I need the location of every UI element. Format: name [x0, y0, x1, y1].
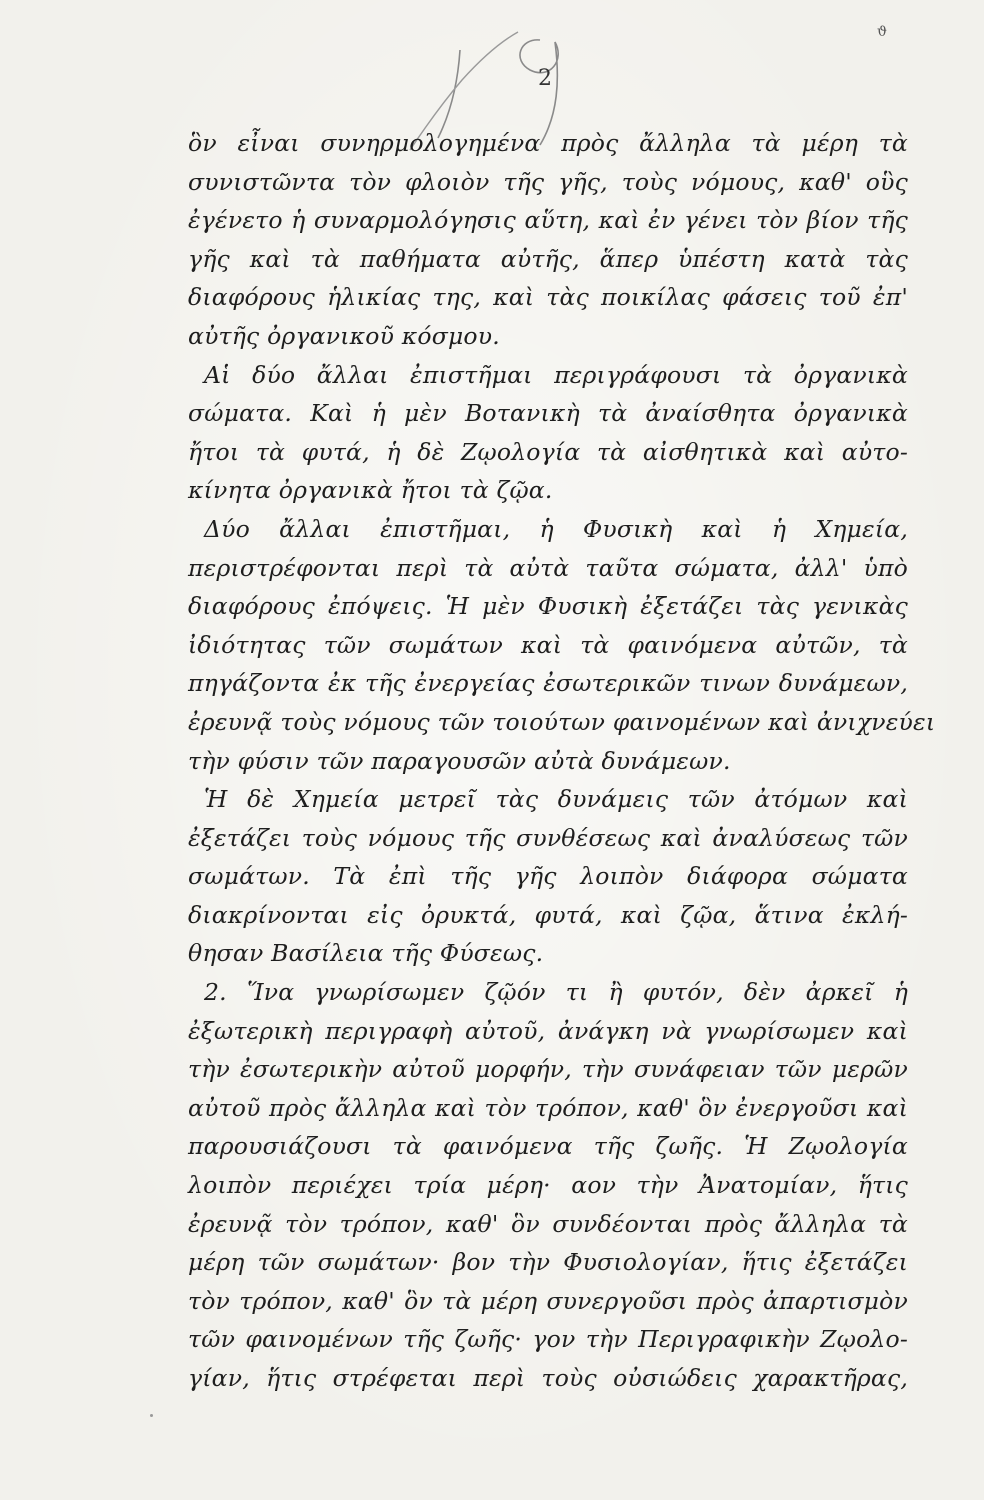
text-line: σωμάτων. Τὰ ἐπὶ τῆς γῆς λοιπὸν διάφορα σώματα [188, 862, 908, 891]
text-line: τὴν φύσιν τῶν παραγουσῶν αὐτὰ δυνάμεων. [188, 746, 731, 775]
text-line: διακρίνονται εἰς ὀρυκτά, φυτά, καὶ ζῷα, ἅτινα ἐκλή- [188, 900, 908, 929]
text-line: ἐξετάζει τοὺς νόμους τῆς συνθέσεως καὶ ἀναλύσεως τῶν [188, 823, 908, 852]
body-text [188, 124, 936, 1398]
text-line: αὐτοῦ πρὸς ἄλληλα καὶ τὸν τρόπον, καθ' ὃν ἐνεργοῦσι καὶ [188, 1093, 908, 1122]
page-number: 2 [538, 66, 552, 91]
text-line: γῆς καὶ τὰ παθήματα αὐτῆς, ἅπερ ὑπέστη κατὰ τὰς [188, 244, 908, 273]
text-line: διαφόρους ἡλικίας της, καὶ τὰς ποικίλας φάσεις τοῦ ἐπ' [188, 283, 908, 312]
text-line: πηγάζοντα ἐκ τῆς ἐνεργείας ἐσωτερικῶν τινων δυνάμεων, [188, 669, 908, 698]
text-line: Δύο ἄλλαι ἐπιστῆμαι, ἡ Φυσικὴ καὶ ἡ Χημεία, [204, 514, 908, 543]
text-line: Ἡ δὲ Χημεία μετρεῖ τὰς δυνάμεις τῶν ἀτόμων καὶ [204, 785, 908, 814]
text-line: γίαν, ἥτις στρέφεται περὶ τοὺς οὐσιώδεις χαρακτῆρας, [188, 1364, 908, 1392]
text-line: ἐγένετο ἡ συναρμολόγησις αὕτη, καὶ ἐν γένει τὸν βίον τῆς [188, 206, 908, 235]
corner-mark: ϑ [877, 24, 888, 40]
text-line: τὸν τρόπον, καθ' ὃν τὰ μέρη συνεργοῦσι πρὸς ἀπαρτισμὸν [188, 1286, 908, 1315]
text-line: κίνητα ὀργανικὰ ἤτοι τὰ ζῷα. [188, 476, 553, 505]
text-line: ὃν εἶναι συνηρμολογημένα πρὸς ἄλληλα τὰ μέρη τὰ [188, 129, 908, 157]
text-line: διαφόρους ἐπόψεις. Ἡ μὲν Φυσικὴ ἐξετάζει τὰς γενικὰς [188, 592, 908, 621]
text-line: λοιπὸν περιέχει τρία μέρη· αον τὴν Ἀνατομίαν, ἥτις [188, 1171, 908, 1200]
text-line: τῶν φαινομένων τῆς ζωῆς· γον τὴν Περιγραφικὴν Ζῳολο- [188, 1325, 908, 1354]
text-line: συνιστῶντα τὸν φλοιὸν τῆς γῆς, τοὺς νόμους, καθ' οὓς [188, 167, 908, 196]
text-line: τὴν ἐσωτερικὴν αὐτοῦ μορφήν, τὴν συνάφειαν τῶν μερῶν [188, 1055, 908, 1084]
text-line: ἐρευνᾷ τοὺς νόμους τῶν τοιούτων φαινομένων καὶ ἀνιχνεύει [188, 707, 936, 736]
text-line: 2. Ἵνα γνωρίσωμεν ζῷόν τι ἢ φυτόν, δὲν ἀρκεῖ ἡ [204, 978, 908, 1007]
text-line: ἐξωτερικὴ περιγραφὴ αὐτοῦ, ἀνάγκη νὰ γνωρίσωμεν καὶ [188, 1016, 908, 1045]
page-speck [150, 1414, 153, 1417]
text-line: αὐτῆς ὀργανικοῦ κόσμου. [188, 321, 500, 350]
text-line: ἰδιότητας τῶν σωμάτων καὶ τὰ φαινόμενα αὐτῶν, τὰ [188, 630, 908, 659]
text-line: ἐρευνᾷ τὸν τρόπον, καθ' ὃν συνδέονται πρὸς ἄλληλα τὰ [188, 1209, 908, 1238]
text-line: περιστρέφονται περὶ τὰ αὐτὰ ταῦτα σώματα, ἀλλ' ὑπὸ [188, 553, 908, 582]
text-line: σώματα. Καὶ ἡ μὲν Βοτανικὴ τὰ ἀναίσθητα ὀργανικὰ [188, 399, 908, 428]
text-line: Αἱ δύο ἄλλαι ἐπιστῆμαι περιγράφουσι τὰ ὀργανικὰ [204, 360, 908, 389]
text-line: μέρη τῶν σωμάτων· βον τὴν Φυσιολογίαν, ἥτις ἐξετάζει [188, 1248, 908, 1277]
text-line: θησαν Βασίλεια τῆς Φύσεως. [188, 939, 544, 968]
text-line: ἤτοι τὰ φυτά, ἡ δὲ Ζῳολογία τὰ αἰσθητικὰ καὶ αὐτο- [188, 437, 908, 466]
text-line: παρουσιάζουσι τὰ φαινόμενα τῆς ζωῆς. Ἡ Ζῳολογία [188, 1132, 908, 1161]
